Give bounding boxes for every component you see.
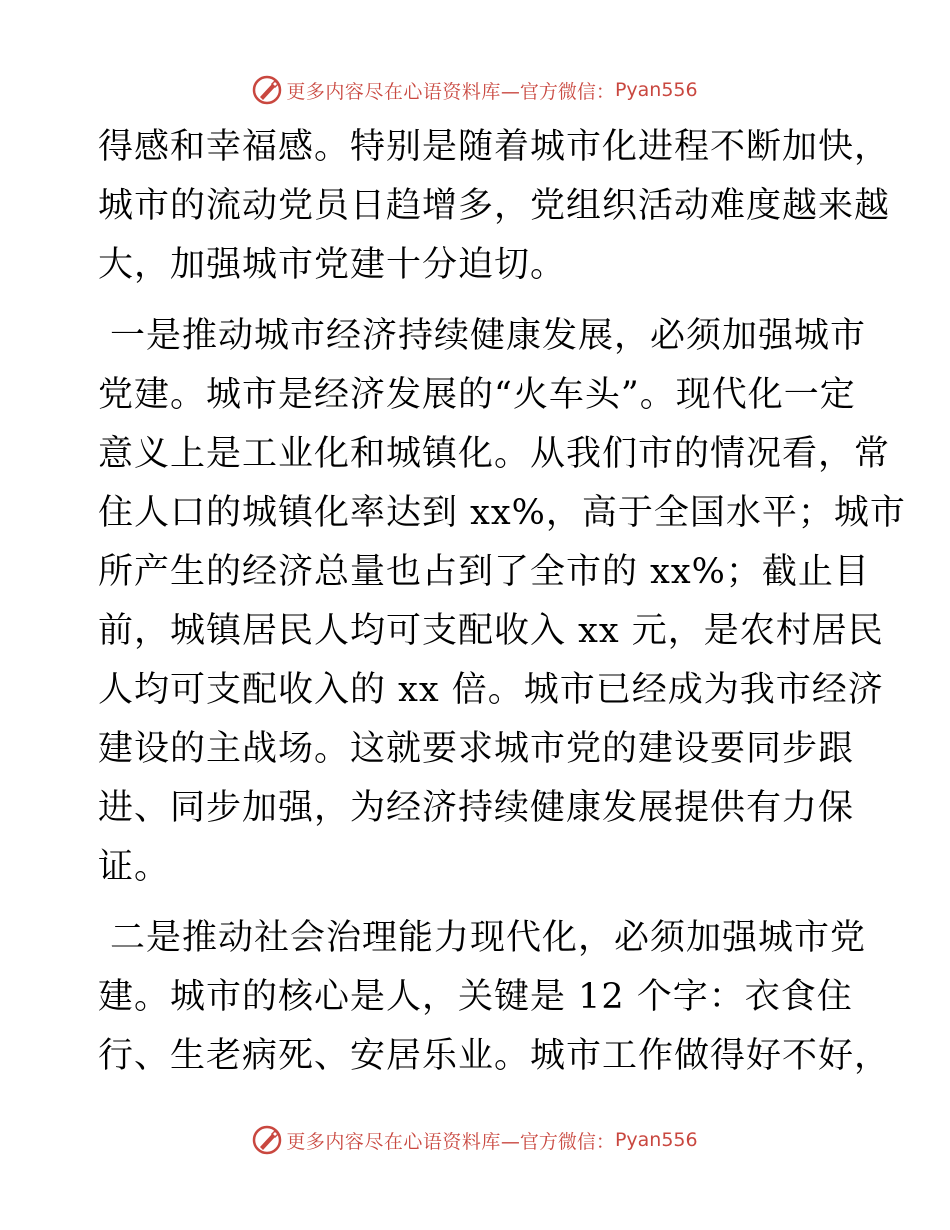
- header-banner: [0, 72, 950, 108]
- text-line: 意义上是工业化和城镇化。从我们市的情况看，常: [98, 434, 891, 474]
- paragraph-3: [98, 909, 891, 1086]
- banner-text: 更多内容尽在心语资料库: [286, 1130, 501, 1153]
- footer-banner: [0, 1122, 950, 1158]
- pen-logo-icon: [252, 75, 282, 105]
- text-line: 前，城镇居民人均可支配收入 xx 元，是农村居民: [98, 611, 884, 651]
- text-line: 进、同步加强，为经济持续健康发展提供有力保: [98, 788, 855, 828]
- banner-account: Pyan556: [614, 79, 698, 101]
- banner-separator: —官方微信：: [500, 80, 615, 103]
- text-line: 建。城市的核心是人，关键是 12 个字：衣食住: [98, 977, 853, 1017]
- text-line: 人均可支配收入的 xx 倍。城市已经成为我市经济: [98, 670, 884, 710]
- banner-separator: —官方微信：: [500, 1130, 615, 1153]
- text-line: 住人口的城镇化率达到 xx%，高于全国水平；城市: [98, 493, 906, 533]
- document-body: [98, 118, 906, 1086]
- text-line: 所产生的经济总量也占到了全市的 xx%；截止目: [98, 552, 870, 592]
- banner-account: Pyan556: [614, 1129, 698, 1151]
- paragraph-2: [98, 307, 906, 897]
- text-line: 行、生老病死、安居乐业。城市工作做得好不好，: [98, 1036, 891, 1076]
- paragraph-1: [98, 118, 891, 295]
- text-line: 二是推动社会治理能力现代化，必须加强城市党: [110, 918, 867, 958]
- text-line: 城市的流动党员日趋增多，党组织活动难度越来越: [98, 186, 891, 226]
- text-line: 党建。城市是经济发展的“火车头”。现代化一定: [98, 375, 856, 415]
- banner-text: 更多内容尽在心语资料库: [286, 80, 501, 103]
- text-line: 得感和幸福感。特别是随着城市化进程不断加快，: [98, 127, 891, 167]
- pen-logo-icon: [252, 1125, 282, 1155]
- text-line: 建设的主战场。这就要求城市党的建设要同步跟: [98, 729, 855, 769]
- text-line: 一是推动城市经济持续健康发展，必须加强城市: [110, 316, 867, 356]
- text-line: 大，加强城市党建十分迫切。: [98, 245, 567, 285]
- text-line: 证。: [98, 847, 171, 887]
